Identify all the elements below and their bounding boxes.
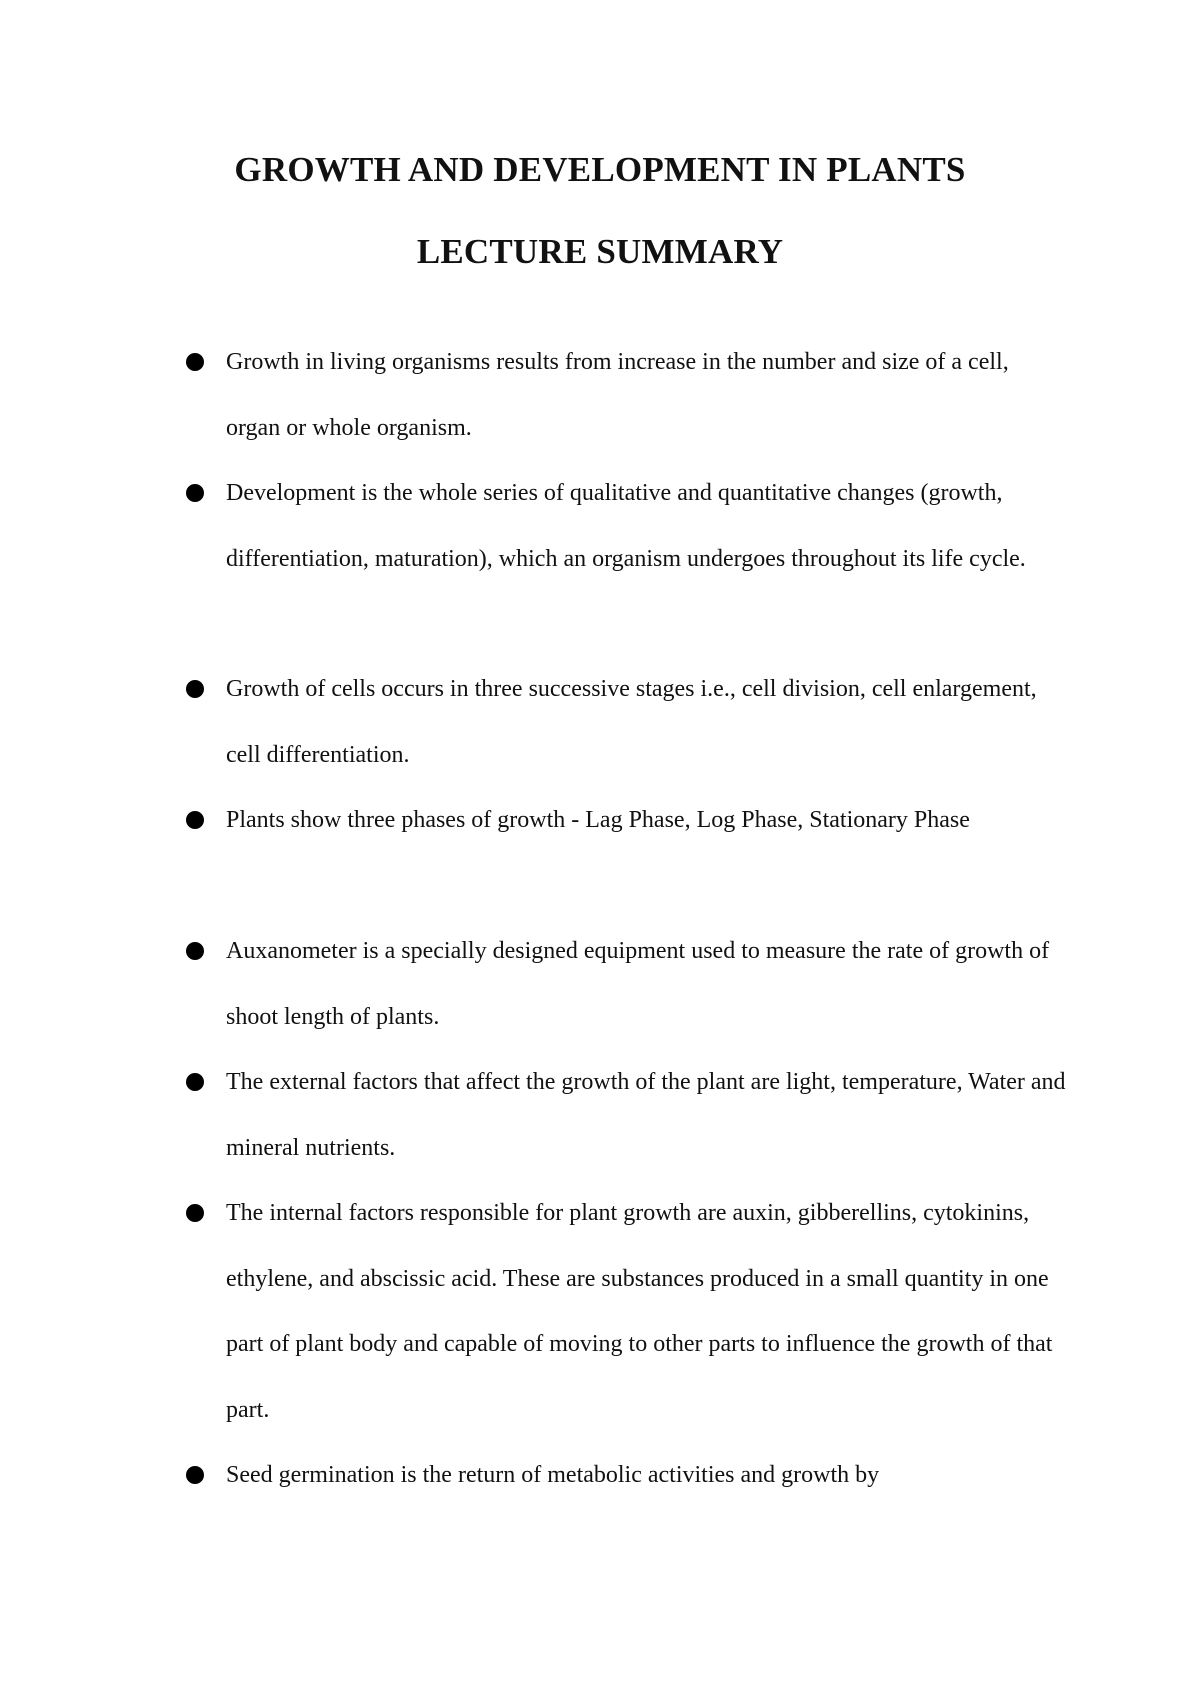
list-item-text: Growth of cells occurs in three successive stages i.e., cell division, cell enlargement, cell differentiation. [226,676,1037,768]
list-item-text: The internal factors responsible for plant growth are auxin, gibberellins, cytokinins, ethylene, and abscissic acid. These are substances produced in a small quantity in one part of plant body and capable of moving to other parts to influence the growth of that part. [226,1200,1053,1423]
document-subtitle: LECTURE SUMMARY [416,232,784,271]
bullet-point-icon [186,680,204,698]
bullet-point-icon [186,1204,204,1222]
bullet-point-icon [186,942,204,960]
list-item-text: Growth in living organisms results from increase in the number and size of a cell, organ or whole organism. [226,349,1009,441]
list-item-text: Plants show three phases of growth - Lag Phase, Log Phase, Stationary Phase [226,807,970,833]
document-title: GROWTH AND DEVELOPMENT IN PLANTS [234,150,966,189]
list-item-text: Auxanometer is a specially designed equipment used to measure the rate of growth of shoot length of plants. [226,938,1050,1030]
bullet-point-icon [186,484,204,502]
list-item-text: Seed germination is the return of metabolic activities and growth by [226,1462,880,1488]
list-item-text: The external factors that affect the growth of the plant are light, temperature, Water and mineral nutrients. [226,1069,1066,1161]
bullet-point-icon [186,1466,204,1484]
bullet-point-icon [186,1073,204,1091]
bullet-point-icon [186,811,204,829]
list-item-text: Development is the whole series of qualitative and quantitative changes (growth, differentiation, maturation), which an organism undergoes throughout its life cycle. [226,480,1026,572]
bullet-point-icon [186,353,204,371]
